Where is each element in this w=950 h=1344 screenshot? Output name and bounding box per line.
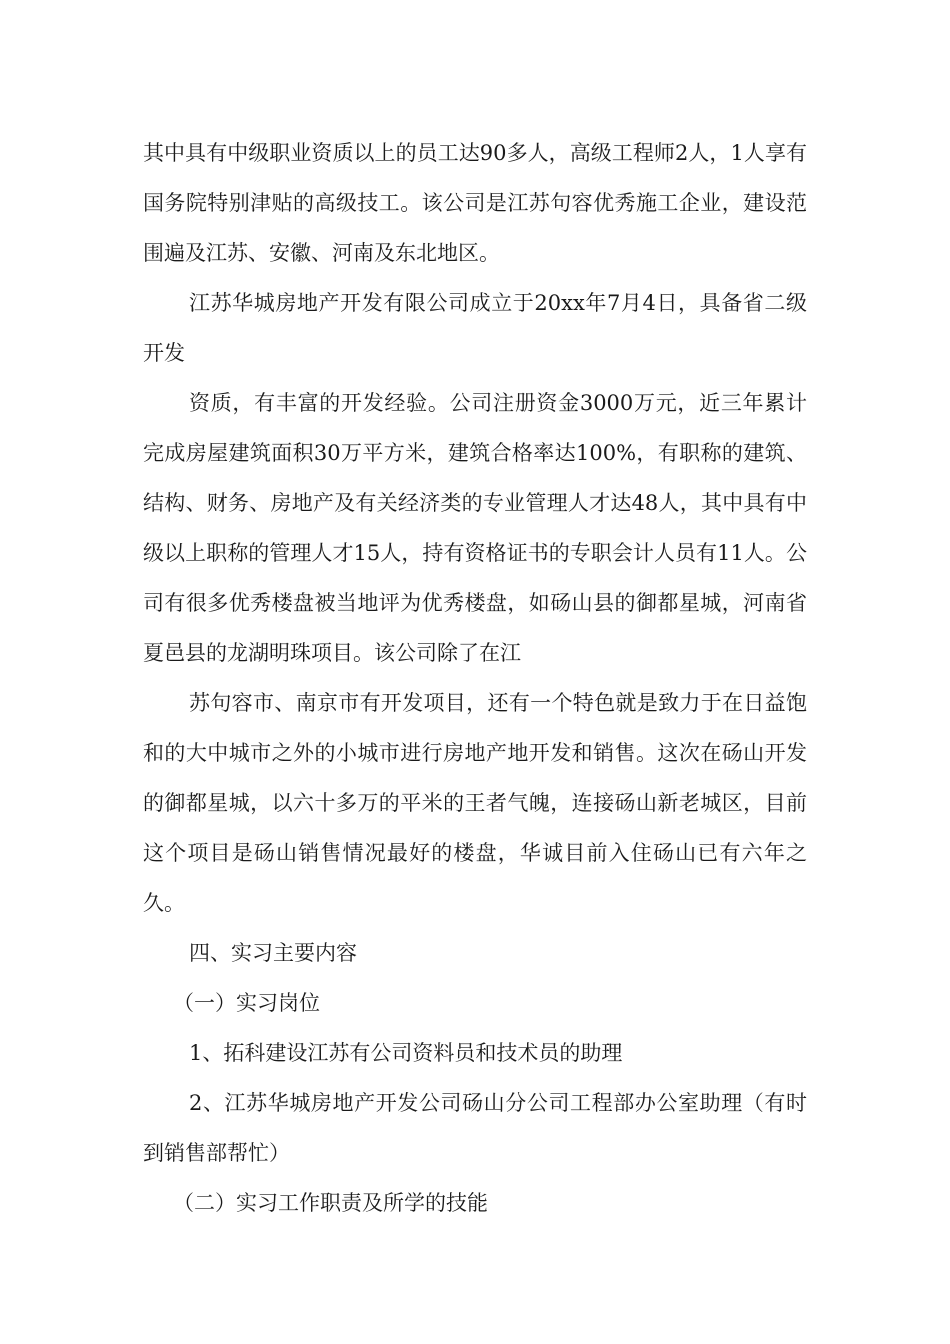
document-body	[143, 128, 807, 1228]
subsection-heading-positions: （一）实习岗位	[173, 991, 320, 1015]
paragraph-qualification: 资质，有丰富的开发经验。公司注册资金3000万元，近三年累计完成房屋建筑面积30万平方米，建筑合格率达100%，有职称的建筑、结构、财务、房地产及有关经济类的专业管理人才达48人，其中具有中级以上职称的管理人才15人，持有资格证书的专职会计人员有11人。公司有很多优秀楼盘被当地评为优秀楼盘，如砀山县的御都星城，河南省夏邑县的龙湖明珠项目。该公司除了在江	[143, 391, 807, 665]
section-heading: 四、实习主要内容	[189, 941, 357, 965]
list-item: 1、拓科建设江苏有公司资料员和技术员的助理	[189, 1041, 623, 1065]
paragraph-development-projects: 苏句容市、南京市有开发项目，还有一个特色就是致力于在日益饱和的大中城市之外的小城市进行房地产地开发和销售。这次在砀山开发的御都星城，以六十多万的平米的王者气魄，连接砀山新老城区，目前这个项目是砀山销售情况最好的楼盘，华诚目前入住砀山已有六年之久。	[143, 691, 807, 915]
paragraph-huacheng-intro: 江苏华城房地产开发有限公司成立于20xx年7月4日，具备省二级开发	[143, 291, 807, 365]
paragraph-company-staff: 其中具有中级职业资质以上的员工达90多人，高级工程师2人，1人享有国务院特别津贴的高级技工。该公司是江苏句容优秀施工企业，建设范围遍及江苏、安徽、河南及东北地区。	[143, 141, 807, 265]
subsection-heading-duties: （二）实习工作职责及所学的技能	[173, 1191, 488, 1215]
list-item: 2、江苏华城房地产开发公司砀山分公司工程部办公室助理（有时到销售部帮忙）	[143, 1091, 807, 1165]
